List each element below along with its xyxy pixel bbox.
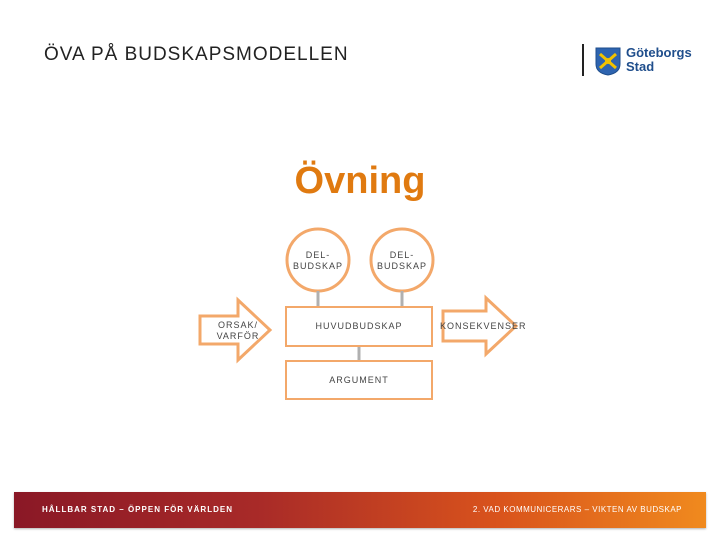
footer-section-title: 2. VAD KOMMUNICERARS – VIKTEN AV BUDSKAP (472, 505, 682, 514)
sub-message-label-2: DEL- BUDSKAP (376, 250, 427, 271)
main-message-label: HUVUDBUDSKAP (315, 321, 403, 331)
logo-line2: Stad (626, 59, 655, 74)
logo-line1: Göteborgs (626, 45, 692, 60)
exercise-heading: Övning (294, 160, 426, 202)
footer-banner (14, 492, 706, 528)
sub-message-label-1: DEL- BUDSKAP (292, 250, 343, 271)
page-title: ÖVA PÅ BUDSKAPSMODELLEN (44, 44, 349, 65)
footer-slogan: HÅLLBAR STAD – ÖPPEN FÖR VÄRLDEN (42, 505, 233, 514)
cause-label: ORSAK/ VARFÖR (216, 320, 260, 341)
argument-label: ARGUMENT (329, 375, 389, 385)
consequences-label: KONSEKVENSER (440, 321, 527, 331)
